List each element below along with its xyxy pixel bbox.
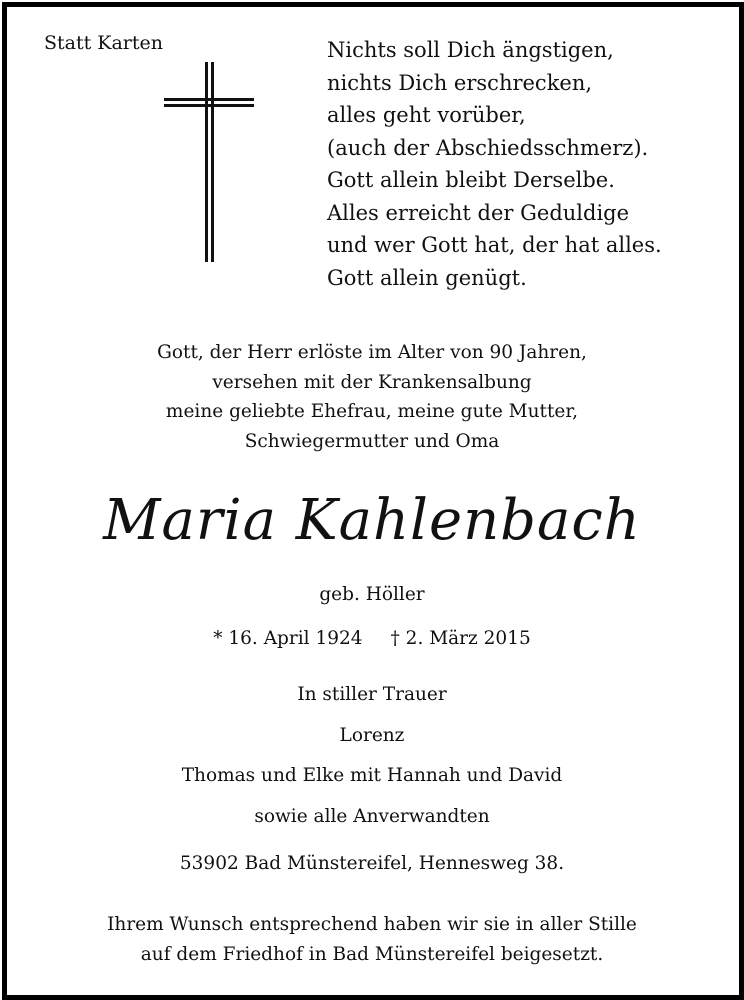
poem-line: und wer Gott hat, der hat alles. (327, 233, 662, 257)
mourner-line: In stiller Trauer (297, 684, 447, 705)
mourner-line: Thomas und Elke mit Hannah und David (181, 765, 563, 786)
closing-line: Ihrem Wunsch entsprechend haben wir sie in aller Stille (107, 914, 637, 935)
poem-line: alles geht vorüber, (327, 103, 526, 127)
poem-line: Alles erreicht der Geduldige (327, 200, 630, 225)
closing-note (0, 910, 744, 969)
deceased-name: Maria Kahlenbach (103, 488, 641, 553)
intro-line: Gott, der Herr erlöste im Alter von 90 Jahren, (157, 342, 587, 363)
poem (327, 34, 727, 294)
closing-line: auf dem Friedhof in Bad Münstereifel beigesetzt. (140, 943, 604, 965)
cross-icon (160, 62, 256, 262)
intro-text (0, 338, 744, 456)
death-date: † 2. März 2015 (390, 628, 531, 649)
intro-line: versehen mit der Krankensalbung (212, 371, 532, 393)
poem-line: nichts Dich erschrecken, (327, 70, 593, 95)
intro-line: Schwiegermutter und Oma (244, 430, 500, 452)
poem-line: Gott allein genügt. (327, 265, 527, 290)
address: 53902 Bad Münstereifel, Hennesweg 38. (179, 853, 565, 874)
poem-line: Gott allein bleibt Derselbe. (327, 168, 615, 192)
life-dates (0, 628, 744, 649)
intro-line: meine geliebte Ehefrau, meine gute Mutter, (165, 401, 579, 422)
mourner-line: Lorenz (339, 724, 405, 746)
statt-karten-note: Statt Karten (44, 32, 164, 54)
birth-date: * 16. April 1924 (213, 628, 363, 649)
mourner-line: sowie alle Anverwandten (254, 805, 490, 827)
mourners (0, 675, 744, 837)
poem-line: Nichts soll Dich ängstigen, (327, 38, 614, 62)
maiden-name: geb. Höller (319, 584, 425, 605)
poem-line: (auch der Abschiedsschmerz). (327, 135, 649, 160)
